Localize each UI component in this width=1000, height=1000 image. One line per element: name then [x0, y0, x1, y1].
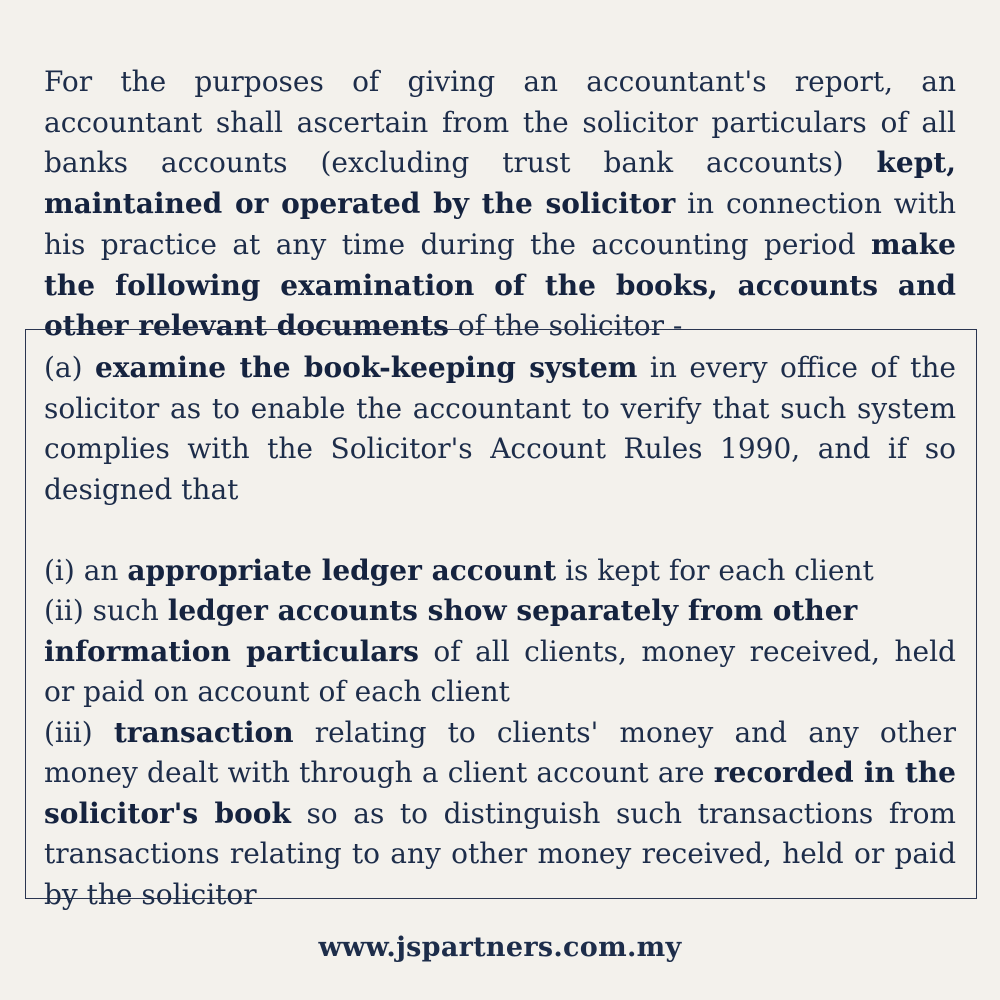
intro-bold-1: kept, maintained or operated by the solicitor: [44, 146, 956, 221]
website-url[interactable]: www.jspartners.com.my: [318, 932, 682, 963]
clause-ii-text: of all clients, money received, held or paid on account of each client: [44, 634, 956, 708]
intro-text-2: in connection with his practice at any time during the accounting period: [44, 187, 956, 261]
clause-ii-line-1: [44, 591, 956, 632]
intro-bold-2: make the following examination of the books, accounts and other relevant documents: [44, 227, 956, 343]
clause-box-text: [44, 348, 956, 915]
spacer: [44, 510, 956, 551]
clause-iii-text-1: relating to clients' money and any other money dealt with through a client account are: [44, 715, 956, 789]
intro-paragraph: [44, 62, 956, 347]
clause-iii-bold-2: recorded in the solicitor's book: [44, 756, 956, 830]
clause-ii-prefix: (ii) such: [44, 594, 168, 627]
clause-a-bold: examine the book-keeping system: [95, 351, 638, 384]
clause-ii-bold-1: ledger accounts show separately from other: [167, 594, 858, 627]
clause-iii-prefix: (iii): [44, 715, 114, 749]
clause-ii-rest: [44, 632, 956, 713]
clause-i: [44, 551, 956, 592]
clause-i-bold: appropriate ledger account: [127, 553, 557, 587]
clause-a: [44, 348, 956, 510]
intro-text-1: For the purposes of giving an accountant's report, an accountant shall ascertain from the solicitor particulars of all banks accounts (excluding trust bank accounts): [44, 65, 956, 180]
clause-i-text: is kept for each client: [556, 553, 874, 587]
clause-a-prefix: (a): [44, 351, 96, 384]
clause-i-prefix: (i) an: [44, 553, 128, 587]
clause-ii-bold-2: information particulars: [44, 634, 419, 668]
clause-iii-text-2: so as to distinguish such transactions from transactions relating to any other money received, held or paid by the solicitor: [44, 796, 956, 911]
clause-iii: [44, 713, 956, 916]
intro-text-3: of the solicitor -: [448, 309, 683, 343]
clause-iii-bold-1: transaction: [113, 715, 294, 749]
clause-a-text: in every office of the solicitor as to enable the accountant to verify that such system complies with the Solicitor's Account Rules 1990, and if so designed that: [44, 351, 956, 506]
